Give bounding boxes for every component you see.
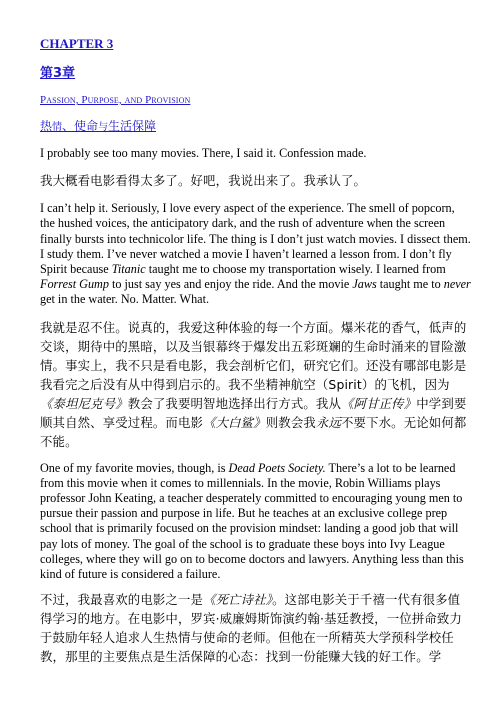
p2-zh-text-c: 中学到要顺其自然、享受过程。而电影 — [40, 395, 467, 430]
section-link-en[interactable]: Passion, Purpose, and Provision — [40, 94, 191, 106]
movie-title-jaws-zh: 《大白鲨》 — [203, 414, 266, 430]
p2-zh-text-e: 不要下水。无论如何都不能。 — [40, 414, 467, 449]
chapter-link-zh[interactable]: 第3章 — [40, 66, 76, 81]
p3-zh-text-b: 。这部电影关于千禧一代有很多值得学习的地方。在电影中，罗宾·威廉姆斯饰演约翰·基廷教授，一位拼命致力于鼓励年轻人追求人生热情与使命的老师。但他在一所精英大学预科学校任教，那里的主要焦点是生活保障的心态：找到一份能赚大钱的好工作。学 — [40, 592, 463, 665]
section-heading-zh — [40, 118, 472, 135]
section-link-zh[interactable] — [40, 119, 156, 133]
section-zh-part-4: 与 — [98, 122, 109, 133]
p2-en-text-a: I can’t help it. Seriously, I love every aspect of the experience. The smell of popcorn, the hushed voices, the anticipatory dark, and the rush of adventure when the screen finally bursts into technicolor life. The thing is I don’t just watch movies. I dissect them. I study them. I’ve never watched a movie I haven’t learned a lesson from. I don’t fly Spirit because — [40, 201, 471, 277]
emphasis-never-zh: 永远 — [315, 414, 341, 430]
movie-title-forrest-gump-zh: 《阿甘正传》 — [341, 395, 417, 411]
section-zh-part-3: 、使命 — [62, 119, 99, 133]
paragraph-1-zh: 我大概看电影看得太多了。好吧，我说出来了。我承认了。 — [40, 173, 367, 189]
p2-zh-text-b: 教会了我要明智地选择出行方式。我从 — [127, 395, 341, 411]
p2-en-text-c: to just say yes and enjoy the ride. And the movie — [108, 277, 353, 292]
movie-title-jaws: Jaws — [352, 277, 377, 292]
section-heading-en — [40, 93, 472, 107]
p3-en-text-a: One of my favorite movies, though, is — [40, 460, 229, 475]
p2-en-text-b: taught me to choose my transportation wisely. I learned from — [145, 262, 446, 277]
p2-en-text-d: taught me to — [376, 277, 444, 292]
p3-zh-text-a: 不过，我最喜欢的电影之一是 — [40, 592, 204, 608]
p3-en-text-b: There’s a lot to be learned from this movie when it comes to millennials. In the movie, Robin Williams plays professor John Keating, a teacher desperately committed to encouraging young men to pursue their passion and purpose in life. But he teaches at an exclusive college prep school that is primarily focused on the provision mindset: landing a good job that will pay lots of money. The goal of the school is to graduate these boys into Ivy League colleges, where they will go on to become doctors and lawyers. Anything less than this kind of future is considered a failure. — [40, 460, 464, 582]
chapter-link-en[interactable]: CHAPTER 3 — [40, 36, 114, 51]
emphasis-never: never — [443, 277, 471, 292]
paragraph-2-en — [40, 201, 472, 307]
paragraph-1-en: I probably see too many movies. There, I said it. Confession made. — [40, 146, 367, 160]
movie-title-titanic: Titanic — [111, 262, 146, 277]
section-zh-part-5: 生活保障 — [108, 119, 157, 133]
document-page — [40, 36, 472, 666]
movie-title-titanic-zh: 《泰坦尼克号》 — [40, 395, 128, 411]
section-zh-part-1: 热 — [40, 119, 53, 133]
movie-title-dead-poets-society: Dead Poets Society. — [228, 460, 326, 475]
movie-title-forrest-gump: Forrest Gump — [40, 277, 109, 292]
paragraph-2-zh — [40, 318, 472, 451]
chapter-heading-en — [40, 36, 472, 52]
paragraph-3-en — [40, 461, 472, 583]
section-zh-part-2: 情 — [52, 122, 63, 133]
paragraph-3-zh — [40, 590, 472, 666]
p2-zh-text-d: 则教会我 — [265, 414, 316, 430]
movie-title-dead-poets-society-zh: 《死亡诗社》 — [203, 592, 273, 608]
p2-en-text-e: get in the water. No. Matter. What. — [40, 292, 209, 307]
chapter-heading-zh — [40, 65, 472, 83]
p2-zh-text-a: 我就是忍不住。说真的，我爱这种体验的每一个方面。爆米花的香气，低声的交谈，期待中的黑暗，以及当银幕终于爆发出五彩斑斓的生命时涌来的冒险激情。事实上，我不只是看电影，我会剖析它们，研究它们。还没有哪部电影是我看完之后没有从中得到启示的。我不坐精神航空（Spirit）的飞机，因为 — [40, 319, 467, 392]
